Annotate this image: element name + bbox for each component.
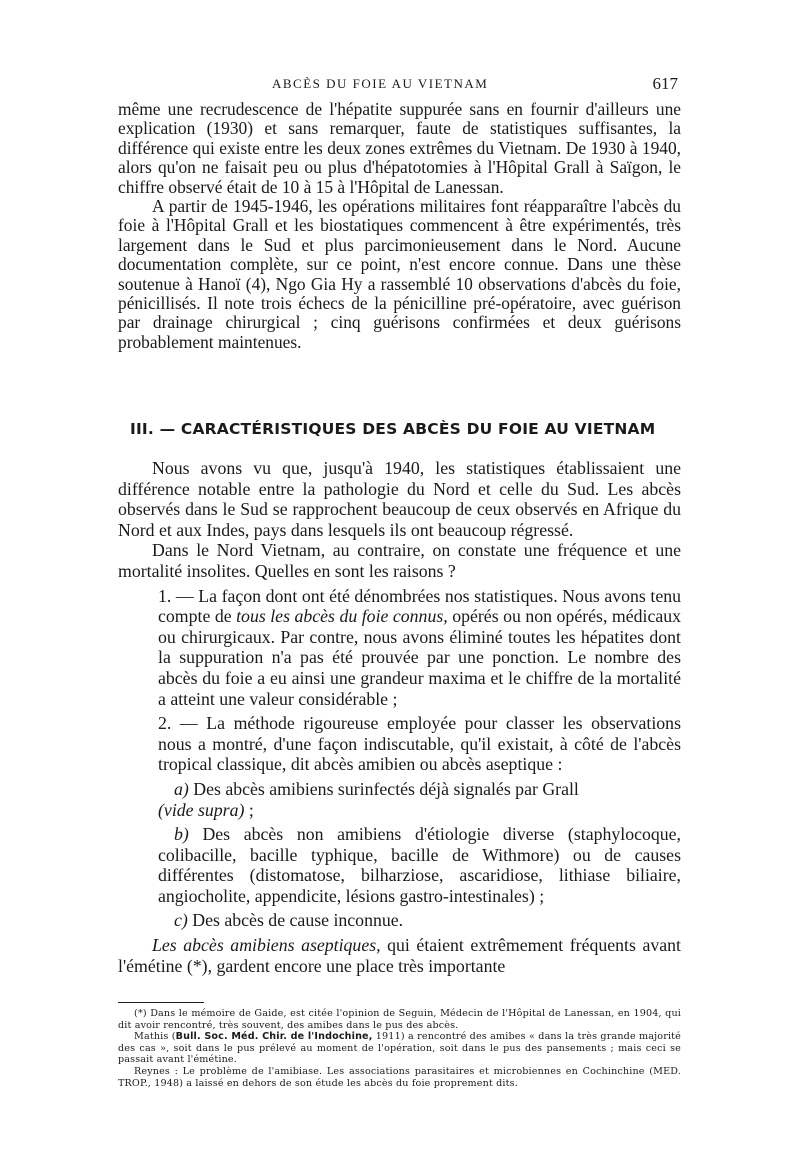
footnote-divider (118, 1002, 204, 1003)
sub-item-a-end: ; (244, 799, 254, 820)
footnote-2 (118, 1031, 681, 1066)
list-item-1-text-a: 1. — La façon dont ont été dénombrées nos statistiques. Nous avons tenu compte de (158, 585, 681, 627)
running-title: ABCÈS DU FOIE AU VIETNAM (272, 76, 489, 91)
intro-paragraph-2: A partir de 1945-1946, les opérations militaires font réapparaître l'abcès du foie à l'Hôpital Grall et les biostatiques commencent à être expérimentés, très largement dans le Sud et plus parcimonieusement dans le Nord. Aucune documentation complète, sur ce point, n'est encore connue. Dans une thèse soutenue à Hanoï (4), Ngo Gia Hy a rassemblé 10 observations d'abcès du foie, pénicillisés. Il note trois échecs de la pénicilline pré-opératoire, avec guérison par drainage chirurgical ; cinq guérisons confirmées et deux guérisons probablement maintenues. (118, 196, 681, 352)
sub-item-c-label: c) (174, 910, 188, 931)
section-paragraph-2: Dans le Nord Vietnam, au contraire, on constate une fréquence et une mortalité insolites. Quelles en sont les raisons ? (118, 540, 681, 581)
section-paragraph-1: Nous avons vu que, jusqu'à 1940, les statistiques établissaient une différence notable entre la pathologie du Nord et celle du Sud. Les abcès observés dans le Sud se rapprochent beaucoup de ceux observés en Afrique du Nord et aux Indes, pays dans lesquels ils ont beaucoup régressé. (118, 458, 681, 540)
list-item-1-text-b: opérés ou non opérés, médicaux ou chirurgicaux. Par contre, nous avons éliminé toutes les hépatites dont la suppuration n'a pas été prouvée par une ponction. Le nombre des abcès du foie a eu ainsi une grandeur maxima et le chiffre de la mortalité a atteint une valeur considérable ; (158, 606, 682, 709)
list-item-1-emphasis: tous les abcès du foie connus, (236, 606, 448, 627)
footnote-2-text-a: Mathis ( (134, 1031, 176, 1043)
sub-item-b-label: b) (174, 824, 189, 845)
footnotes (118, 1008, 681, 1089)
list-item-1 (158, 586, 681, 710)
last-paragraph-emphasis: Les abcès amibiens aseptiques, (152, 935, 381, 956)
last-paragraph-text: qui étaient extrêmement fréquents avant l'émétine (*), gardent encore une place très importante (118, 935, 681, 976)
sub-item-a-text: Des abcès amibiens surinfectés déjà signalés par Grall (188, 778, 579, 799)
intro-paragraph-1: même une recrudescence de l'hépatite suppurée sans en fournir d'ailleurs une explication (1930) et sans remarquer, faute de statistiques suffisantes, la différence qui existe entre les deux zones extrêmes du Vietnam. De 1930 à 1940, alors qu'on ne faisait peu ou plus d'hépatotomies à l'Hôpital Grall à Saïgon, le chiffre observé était de 10 à 15 à l'Hôpital de Lanessan. (118, 99, 681, 197)
footnote-2-reference: Bull. Soc. Méd. Chir. de l'Indochine, (175, 1031, 373, 1043)
sub-item-a-label: a) (174, 778, 189, 799)
sub-item-c-text: Des abcès de cause inconnue. (187, 910, 404, 931)
sub-item-b-text: Des abcès non amibiens d'étiologie diverse (staphylocoque, colibacille, bacille typhique, bacille de Withmore) ou de causes différentes (distomatose, bilharziose, ascaridiose, lithiase biliaire, angiocholite, appendicite, lésions gastro-intestinales) ; (158, 824, 681, 906)
footnote-2-text-b: 1911) a rencontré des amibes « dans la très grande majorité des cas », soit dans le pus prélevé au moment de l'opération, soit dans le pus des pansements ; mais ceci se passait avant l'émétine. (118, 1031, 682, 1066)
section-paragraph-last (118, 935, 681, 976)
sub-item-a-reference: (vide supra) (158, 799, 245, 820)
sub-item-b (158, 824, 681, 906)
page-number: 617 (652, 74, 678, 93)
intro-text (118, 100, 681, 352)
sub-item-a (158, 779, 681, 820)
sub-item-c (158, 910, 681, 931)
footnote-1: (*) Dans le mémoire de Gaide, est citée l'opinion de Seguin, Médecin de l'Hôpital de Lanessan, en 1904, qui dit avoir rencontré, très souvent, des amibes dans le pus des abcès. (118, 1008, 681, 1031)
list-item-2: 2. — La méthode rigoureuse employée pour classer les observations nous a montré, d'une façon indiscutable, qu'il existait, à côté de l'abcès tropical classique, dit abcès amibien ou abcès aseptique : (158, 713, 681, 775)
section-body (118, 458, 681, 976)
footnote-3: Reynes : Le problème de l'amibiase. Les associations parasitaires et microbiennes en Cochinchine (MED. TROP., 1948) a laissé en dehors de son étude les abcès du foie proprement dits. (118, 1065, 681, 1089)
section-heading: III. — CARACTÉRISTIQUES DES ABCÈS DU FOIE AU VIETNAM (130, 420, 656, 438)
